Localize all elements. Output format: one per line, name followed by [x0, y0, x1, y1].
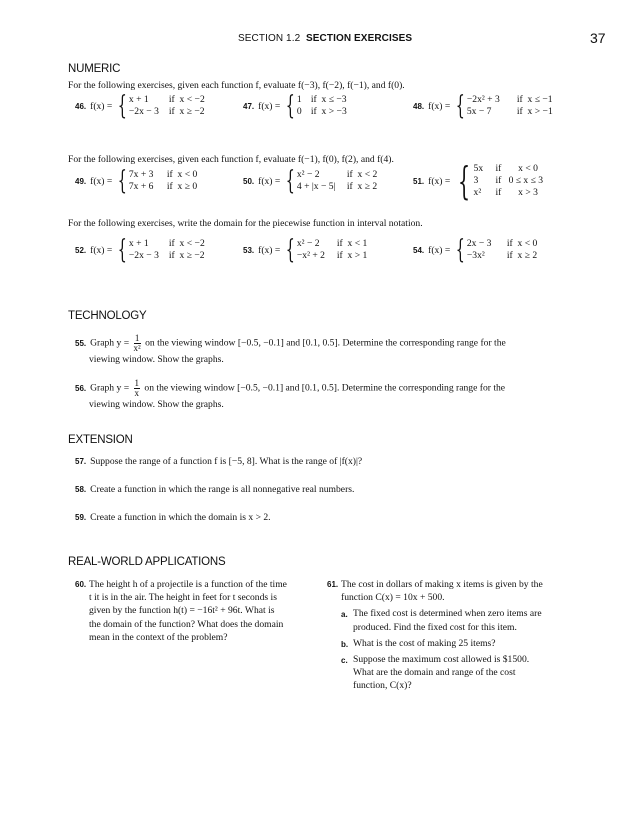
case-condition: if x ≥ 2 — [346, 181, 378, 192]
heading-technology: TECHNOLOGY — [68, 310, 147, 322]
case-expression: 1 — [296, 94, 302, 105]
case-condition: if x ≤ −3 — [310, 94, 347, 105]
problem-text-2: viewing window. Show the graphs. — [89, 399, 224, 410]
denominator: x — [134, 388, 140, 398]
graph-prefix: Graph y = — [90, 382, 130, 394]
instruction-1: For the following exercises, given each function f, evaluate f(−3), f(−2), f(−1), and f(0). — [68, 80, 405, 91]
problem-text: Suppose the range of a function f is [−5, 8]. What is the range of |f(x)|? — [90, 456, 363, 467]
problem-number: 52. — [75, 245, 87, 255]
case-condition: if x > 3 — [495, 187, 538, 198]
case-row — [297, 238, 367, 250]
subpart-a — [341, 607, 543, 633]
problem-46 — [75, 93, 205, 119]
problem-58 — [75, 483, 354, 496]
brace-symbol: { — [118, 235, 128, 265]
subpart-c — [341, 653, 543, 693]
case-condition: if x < 2 — [346, 169, 378, 180]
fraction — [134, 379, 141, 398]
subpart-label: c. — [341, 656, 348, 666]
problem-number: 61. — [327, 580, 339, 589]
case-row — [297, 181, 377, 193]
problem-50 — [243, 168, 377, 194]
piecewise-cases — [467, 238, 537, 262]
case-expression: 5x — [473, 163, 484, 174]
numerator: 1 — [134, 333, 140, 343]
case-condition: if x > 1 — [336, 250, 368, 261]
brace-symbol: { — [456, 235, 466, 265]
graph-prefix: Graph y = — [90, 337, 130, 349]
case-row — [129, 250, 205, 262]
function-lhs: f(x) = — [258, 244, 281, 256]
case-expression: x + 1 — [128, 94, 149, 105]
piecewise-cases — [129, 169, 197, 193]
problem-text: Create a function in which the domain is x > 2. — [90, 512, 271, 523]
subpart-b — [341, 637, 543, 650]
piecewise-cases — [129, 238, 205, 262]
problem-line: The cost in dollars of making x items is given by the — [341, 579, 543, 590]
piecewise-cases — [474, 163, 544, 199]
case-expression: x + 1 — [128, 238, 149, 249]
case-expression: x² − 2 — [296, 238, 320, 249]
subpart-label: b. — [341, 639, 349, 649]
case-condition: if x < 0 — [166, 169, 198, 180]
instruction-2: For the following exercises, given each function f, evaluate f(−1), f(0), f(2), and f(4). — [68, 154, 394, 165]
case-expression: −2x − 3 — [128, 106, 159, 117]
problem-number: 51. — [413, 176, 425, 186]
brace-symbol: { — [286, 235, 296, 265]
case-expression: −2x² + 3 — [466, 94, 500, 105]
problem-text: Create a function in which the range is all nonnegative real numbers. — [90, 484, 355, 495]
problem-number: 50. — [243, 176, 255, 186]
problem-text: on the viewing window [−0.5, −0.1] and [0.1, 0.5]. Determine the corresponding range for the — [144, 382, 506, 394]
problem-59 — [75, 511, 271, 524]
function-lhs: f(x) = — [90, 100, 113, 112]
problem-number: 53. — [243, 245, 255, 255]
case-condition: if x < −2 — [168, 94, 205, 105]
problem-number: 54. — [413, 245, 425, 255]
problem-text: on the viewing window [−0.5, −0.1] and [0.1, 0.5]. Determine the corresponding range for the — [145, 337, 506, 349]
subpart-label: a. — [341, 610, 348, 620]
section-label: SECTION 1.2 — [238, 33, 301, 44]
case-expression: −3x² — [466, 250, 485, 261]
case-expression: 2x − 3 — [466, 238, 492, 249]
subpart-line: The fixed cost is determined when zero items are — [353, 608, 542, 620]
case-row — [297, 94, 347, 106]
subpart-line: Suppose the maximum cost allowed is $1500. — [353, 654, 530, 666]
case-row — [467, 250, 537, 262]
problem-number: 58. — [75, 485, 87, 494]
subpart-line: function, C(x)? — [353, 680, 412, 692]
case-condition: if x ≤ −1 — [516, 94, 553, 105]
problem-48 — [413, 93, 553, 119]
heading-extension: EXTENSION — [68, 434, 133, 446]
piecewise-cases — [297, 169, 377, 193]
brace-symbol: { — [456, 91, 466, 121]
problem-56 — [75, 379, 575, 411]
function-lhs: f(x) = — [428, 100, 451, 112]
case-expression: 3 — [473, 175, 479, 186]
problem-52 — [75, 237, 205, 263]
case-condition: if x < −2 — [168, 238, 205, 249]
problem-51 — [413, 159, 544, 203]
brace-symbol: { — [458, 159, 471, 203]
case-expression: −x² + 2 — [296, 250, 325, 261]
case-row — [129, 181, 197, 193]
case-condition: if x ≥ −2 — [168, 106, 205, 117]
subpart-line: What is the cost of making 25 items? — [353, 637, 496, 649]
problem-60 — [75, 578, 325, 643]
case-condition: if x < 0 — [495, 163, 538, 174]
piecewise-cases — [297, 94, 347, 118]
denominator: x² — [133, 343, 141, 353]
piecewise-cases — [467, 94, 553, 118]
case-expression: 4 + |x − 5| — [296, 181, 336, 192]
subpart-line: produced. Find the fixed cost for this item. — [353, 621, 517, 633]
problem-number: 59. — [75, 513, 87, 522]
instruction-3: For the following exercises, write the domain for the piecewise function in interval notation. — [68, 218, 423, 229]
problem-number: 47. — [243, 101, 255, 111]
problem-57 — [75, 455, 362, 468]
problem-text-2: viewing window. Show the graphs. — [89, 354, 224, 365]
problem-line: function C(x) = 10x + 500. — [341, 592, 445, 604]
heading-real-world: REAL-WORLD APPLICATIONS — [68, 556, 226, 568]
case-row — [129, 94, 205, 106]
case-condition: if x > −1 — [516, 106, 553, 117]
problem-number: 49. — [75, 176, 87, 186]
piecewise-cases — [297, 238, 367, 262]
case-condition: if x < 0 — [506, 238, 538, 249]
case-expression: x² — [473, 187, 482, 198]
case-row — [467, 106, 553, 118]
function-lhs: f(x) = — [90, 175, 113, 187]
case-expression: −2x − 3 — [128, 250, 159, 261]
case-row — [297, 250, 367, 262]
case-row — [129, 106, 205, 118]
page-number: 37 — [590, 30, 606, 46]
case-row — [297, 106, 347, 118]
problem-number: 55. — [75, 338, 87, 348]
problem-number: 60. — [75, 580, 87, 589]
subpart-line: What are the domain and range of the cost — [353, 667, 516, 679]
case-expression: 7x + 6 — [128, 181, 154, 192]
problem-number: 56. — [75, 383, 87, 393]
function-lhs: f(x) = — [258, 100, 281, 112]
problem-line: t it is in the air. The height in feet for t seconds is — [89, 592, 277, 604]
problem-line: given by the function h(t) = −16t² + 96t. What is — [89, 605, 275, 617]
brace-symbol: { — [118, 91, 128, 121]
case-expression: 7x + 3 — [128, 169, 154, 180]
numerator: 1 — [134, 378, 140, 388]
problem-53 — [243, 237, 367, 263]
brace-symbol: { — [286, 91, 296, 121]
problem-47 — [243, 93, 347, 119]
function-lhs: f(x) = — [428, 175, 451, 187]
case-condition: if x ≥ 2 — [506, 250, 538, 261]
case-row — [467, 94, 553, 106]
piecewise-cases — [129, 94, 205, 118]
case-row — [474, 187, 544, 199]
function-lhs: f(x) = — [258, 175, 281, 187]
fraction — [134, 334, 141, 353]
problem-line: The height h of a projectile is a function of the time — [89, 579, 287, 590]
case-expression: 5x − 7 — [466, 106, 492, 117]
heading-numeric: NUMERIC — [68, 63, 121, 75]
problem-line: the domain of the function? What does the domain — [89, 618, 284, 630]
problem-number: 48. — [413, 101, 425, 111]
brace-symbol: { — [118, 166, 128, 196]
case-condition: if 0 ≤ x ≤ 3 — [495, 175, 544, 186]
problem-49 — [75, 168, 197, 194]
case-row — [474, 175, 544, 187]
problem-61 — [327, 578, 577, 692]
case-expression: x² − 2 — [296, 169, 320, 180]
function-lhs: f(x) = — [428, 244, 451, 256]
case-condition: if x < 1 — [336, 238, 368, 249]
case-condition: if x ≥ 0 — [166, 181, 198, 192]
case-row — [297, 169, 377, 181]
brace-symbol: { — [286, 166, 296, 196]
problem-number: 46. — [75, 101, 87, 111]
problem-number: 57. — [75, 457, 87, 466]
case-row — [129, 169, 197, 181]
problem-line: mean in the context of the problem? — [89, 631, 228, 643]
function-lhs: f(x) = — [90, 244, 113, 256]
section-header — [238, 33, 412, 44]
case-condition: if x ≥ −2 — [168, 250, 205, 261]
case-condition: if x > −3 — [310, 106, 347, 117]
case-expression: 0 — [296, 106, 302, 117]
problem-55 — [75, 334, 575, 366]
case-row — [474, 163, 544, 175]
case-row — [467, 238, 537, 250]
section-title: SECTION EXERCISES — [306, 33, 413, 44]
problem-54 — [413, 237, 537, 263]
case-row — [129, 238, 205, 250]
